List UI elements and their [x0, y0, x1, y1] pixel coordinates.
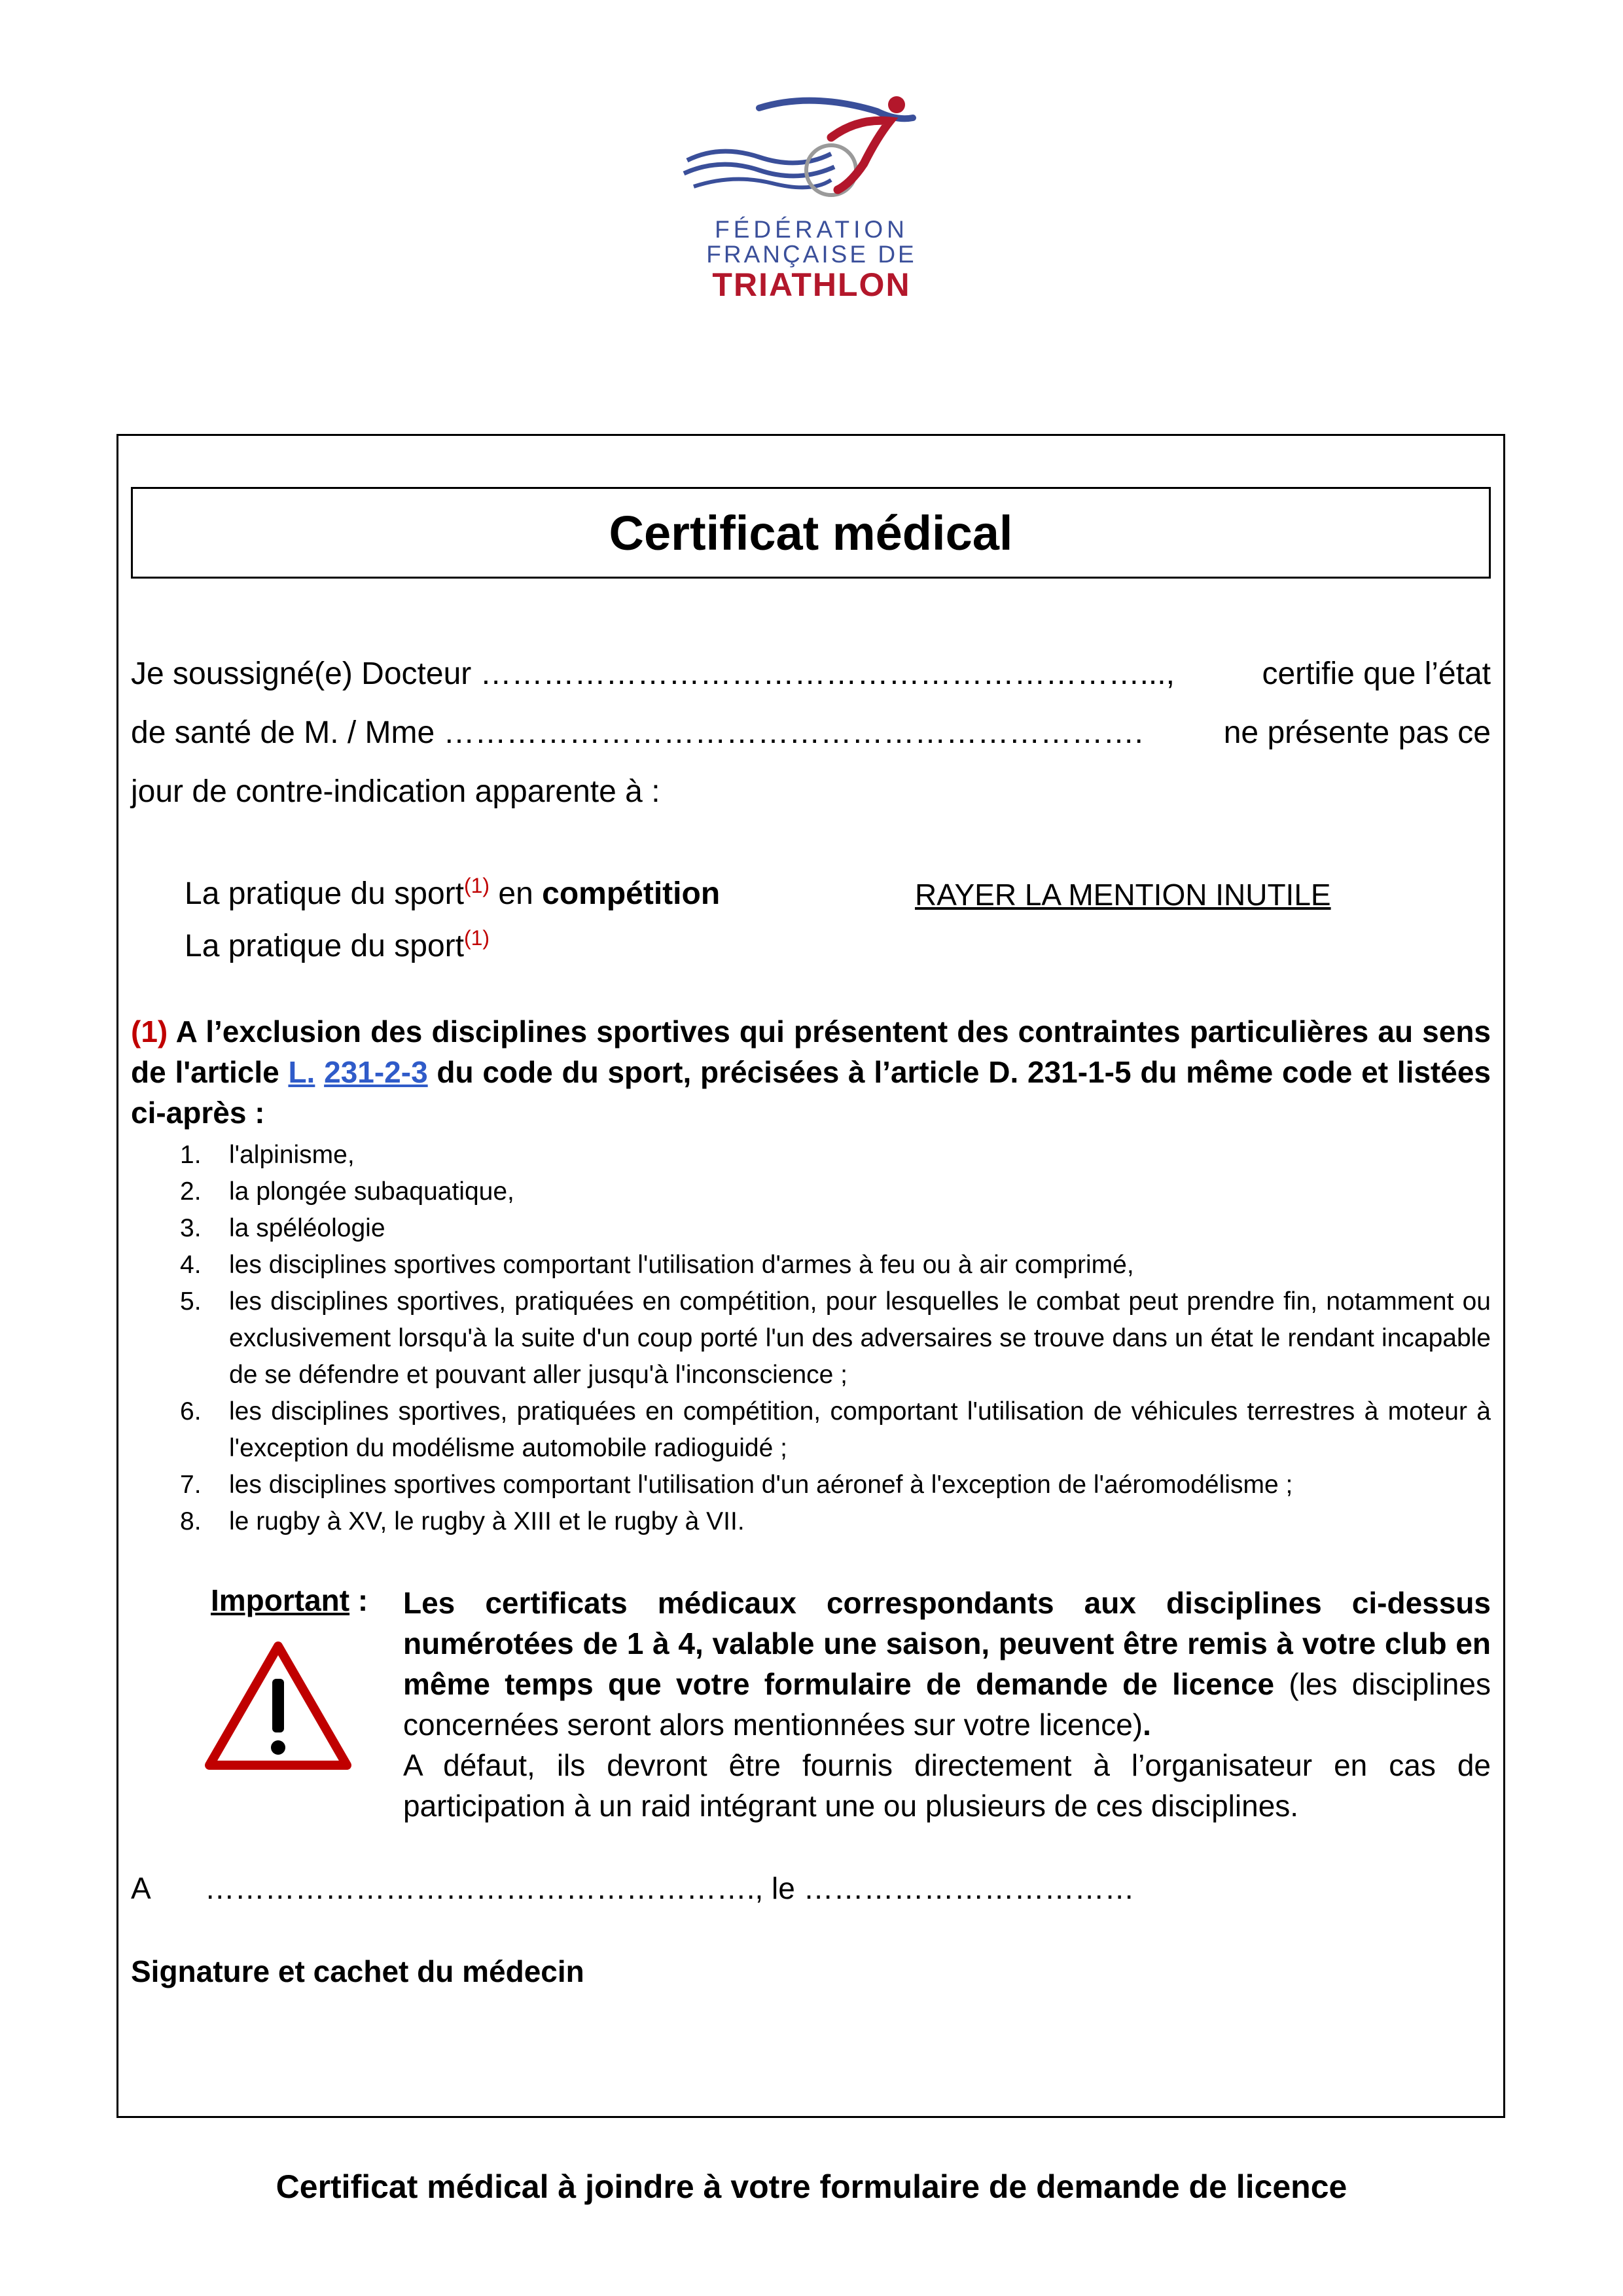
- footnote-text-2: du code du sport, précisées à l’article D. 231-1-5 du même code et listées ci-après :: [131, 1055, 1491, 1130]
- doctor-line: Je soussigné(e) Docteur ………………………………………………………...,: [131, 656, 1175, 691]
- certifie-text: certifie que l’état: [1262, 656, 1491, 691]
- signature-label: Signature et cachet du médecin: [131, 1954, 584, 1988]
- list-item: [131, 1137, 1491, 1174]
- footnote-ref: (1): [463, 874, 490, 897]
- important-label: [211, 1583, 368, 1618]
- list-item: [131, 1210, 1491, 1247]
- place-a: A: [131, 1871, 151, 1905]
- list-text: le rugby à XV, le rugby à XIII et le rugby à VII.: [229, 1507, 745, 1535]
- list-number: 8.: [180, 1507, 202, 1535]
- choice-competition-en: en: [490, 876, 543, 911]
- list-text: la plongée subaquatique,: [229, 1177, 514, 1206]
- list-number: 5.: [180, 1287, 202, 1316]
- choice-competition-bold: compétition: [542, 876, 721, 911]
- ne-presente-text: ne présente pas ce: [1223, 715, 1491, 750]
- footnote-paragraph: [131, 1011, 1491, 1133]
- list-item: [131, 1283, 1491, 1393]
- patient-line: de santé de M. / Mme ………………………………………………………….: [131, 715, 1143, 750]
- list-number: 2.: [180, 1177, 202, 1206]
- intro-line-2: [131, 704, 1491, 762]
- choice-sport-text: La pratique du sport: [185, 929, 464, 963]
- page-title: Certificat médical: [609, 505, 1013, 560]
- list-number: 1.: [180, 1141, 202, 1169]
- list-number: 6.: [180, 1397, 202, 1426]
- logo-line-federation: FÉDÉRATION: [715, 216, 908, 243]
- choice-competition-text: La pratique du sport: [185, 876, 464, 911]
- intro-paragraph: [131, 645, 1491, 821]
- important-text: [403, 1583, 1491, 1826]
- title-box: [131, 487, 1491, 579]
- list-item: [131, 1174, 1491, 1210]
- choice-sport: [185, 926, 490, 964]
- intro-line-3: jour de contre-indication apparente à :: [131, 774, 660, 809]
- list-item: [131, 1393, 1491, 1467]
- footnote-space: [315, 1055, 324, 1089]
- logo-line-triathlon: TRIATHLON: [712, 266, 911, 303]
- important-bold-text: Les certificats médicaux correspondants aux disciplines ci-dessus numérotées de 1 à 4, valable une saison, peuvent être remis à votre club en même temps que votre formulaire de demande de licence: [403, 1586, 1491, 1701]
- list-text: les disciplines sportives comportant l'utilisation d'armes à feu ou à air comprimé,: [229, 1251, 1134, 1279]
- article-link-231-2-3[interactable]: 231-2-3: [324, 1055, 428, 1089]
- choice-competition: [185, 874, 720, 912]
- triathlete-logo-icon: [681, 92, 942, 209]
- ffti-logo: [681, 92, 942, 308]
- warning-icon: [203, 1640, 353, 1774]
- important-normal-text: (les disciplines concernées seront alors mentionnées sur votre licence): [403, 1667, 1491, 1742]
- footnote-marker: (1): [131, 1014, 168, 1049]
- list-item: [131, 1467, 1491, 1503]
- important-word: Important: [211, 1583, 350, 1617]
- list-text: les disciplines sportives comportant l'utilisation d'un aéronef à l'exception de l'aéromodélisme ;: [229, 1471, 1293, 1499]
- list-text: l'alpinisme,: [229, 1141, 355, 1169]
- footnote-ref: (1): [463, 926, 490, 950]
- list-number: 7.: [180, 1471, 202, 1499]
- rayer-mention: RAYER LA MENTION INUTILE: [915, 878, 1331, 912]
- list-text: les disciplines sportives, pratiquées en compétition, comportant l'utilisation de véhicules terrestres à moteur à l'exception du modélisme automobile radioguidé ;: [229, 1397, 1491, 1462]
- place-date-line: [131, 1871, 1135, 1906]
- list-number: 4.: [180, 1251, 202, 1279]
- intro-line-1: [131, 645, 1491, 704]
- list-item: [131, 1247, 1491, 1283]
- important-period: .: [1143, 1708, 1151, 1742]
- article-link-l[interactable]: L.: [288, 1055, 315, 1089]
- list-text: les disciplines sportives, pratiquées en compétition, pour lesquelles le combat peut prendre fin, notamment ou exclusivement lorsqu'à la suite d'un coup porté l'un des adversaires se trouve dans un état le rendant incapable de se défendre et pouvant aller jusqu'à l'inconscience ;: [229, 1287, 1491, 1389]
- discipline-list: [131, 1137, 1491, 1540]
- logo-line-francaise: FRANÇAISE DE: [706, 241, 917, 268]
- footnote-text-1: A l’exclusion des disciplines sportives qui présentent des contraintes particulières au sens de l'article: [131, 1014, 1491, 1089]
- list-text: la spéléologie: [229, 1214, 385, 1242]
- important-colon: :: [349, 1583, 368, 1617]
- list-item: [131, 1503, 1491, 1540]
- footer-note: Certificat médical à joindre à votre formulaire de demande de licence: [276, 2168, 1347, 2205]
- list-number: 3.: [180, 1214, 202, 1242]
- important-paragraph-2: A défaut, ils devront être fournis directement à l’organisateur en cas de participation à un raid intégrant une ou plusieurs de ces disciplines.: [403, 1748, 1491, 1823]
- place-date-dots: ………………………………………………., le ……………………………: [204, 1871, 1135, 1905]
